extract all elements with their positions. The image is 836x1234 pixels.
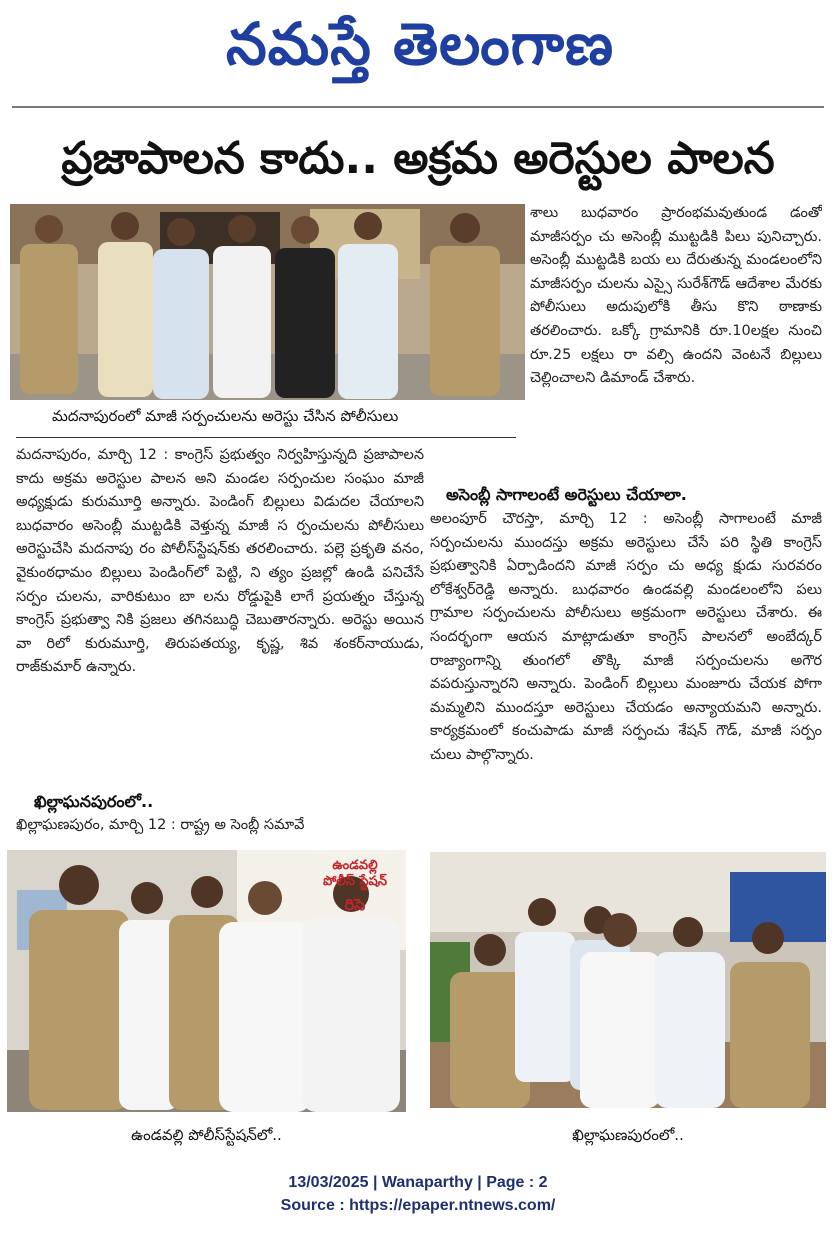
left-column-paragraph-1: మదనాపురం, మార్చి 12 : కాంగ్రెస్ ప్రభుత్వం నిర్వహిస్తున్నది ప్రజాపాలన కాదు అక్రమ అరెస్టుల పాలన అని మండల సర్పంచుల సంఘం మాజీ అధ్యక్షుడు కురుమూర్తి అన్నారు. పెండింగ్ బిల్లులు విడుదల చేయాలని బుధవారం అసెంబ్లీ ముట్టడికి వెళ్తున్న మాజీ స ర్పంచులను పోలీసులు అరెస్టుచేసి మదనాపు రం పోలీస్‌స్టేషన్‌కు తరలించారు. పల్లె ప్రకృతి వనం, వైకుంఠధామం బిల్లులు పెండింగ్‌లో పెట్టి, ని త్యం ప్రజల్లో ఉండి పనిచేసే సర్పం చులను, వారికుటుం బా లను రోడ్డుపైకి లాగే ప్రయత్నం చేస్తున్న కాంగ్రెస్ ప్రభుత్వా నికి ప్రజలు తగినబుద్ధి చెబుతారన్నారు. అరెస్టు అయిన వా రిలో కురుమూర్తి, తిరుపతయ్య, కృష్ణ, శివ శంకర్‌నాయుడు, రాజ్‌కుమార్ ఉన్నారు. [16, 447, 424, 676]
photo-bottom-left-caption: ఉండవల్లి పోలీస్‌స్టేషన్‌లో.. [131, 1126, 282, 1144]
right-column-paragraph-2: అలంపూర్ చౌరస్తా, మార్చి 12 : అసెంబ్లీ సాగాలంటే మాజీ సర్పంచులను ముందస్తు అక్రమ అరెస్టులు చేసే పరి స్థితి కాంగ్రెస్ ప్రభుత్వానికి ఏర్పాడిందని మాజీ సర్పం చు అధ్య క్షుడు సురవరం లోకేశ్వర్‌రెడ్డి అన్నారు. బుధవారం ఉండవల్లి మండలంలోని పలు గ్రామాల సర్పంచులను పోలీసులు అక్రమంగా అరెస్టులు చేశారు. ఈ సందర్భంగా ఆయన మాట్లాడుతూ కాంగ్రెస్ పాలనలో అంబేద్కర్ రాజ్యాంగాన్ని తుంగలో తొక్కి మాజీ సర్పంచులను అగౌర వపరుస్తున్నారని అన్నారు. పెండింగ్ బిల్లులు మంజూరు చేయక పోగా మమ్మలిని ముందస్తూ అరెస్టులు చేయడం అన్యాయమని అన్నారు. కార్యక్రమంలో కంచుపాడు మాజీ సర్పంచు శేషన్ గౌడ్, మాజీ సర్పం చులు పాల్గొన్నారు. [430, 511, 822, 763]
sign-line-2: పోలీస్ స్టేషన్ [323, 874, 387, 889]
left-column-subhead: ఖిల్లాఘనపురంలో.. [34, 792, 154, 811]
left-column-paragraph-2: ఖిల్లాఘణపురం, మార్చి 12 : రాష్ట్ర అ సెంబ్లీ సమావే [16, 817, 305, 833]
masthead-divider [12, 106, 824, 108]
caption-divider [16, 437, 516, 438]
photo-khillaghanapuram-protest [430, 852, 826, 1108]
article-headline: ప్రజాపాలన కాదు.. అక్రమ అరెస్టుల పాలన [61, 133, 775, 184]
photo-madanapuram-arrest [10, 204, 525, 400]
newspaper-logo: నమస్తే తెలంగాణ [226, 10, 614, 78]
photo-bottom-right-caption: ఖిల్లాఘణపురంలో.. [572, 1126, 684, 1144]
police-station-sign [307, 858, 403, 916]
masthead [0, 0, 836, 100]
right-column-subhead: అసెంబ్లీ సాగాలంటే అరెస్టులు చేయాలా. [446, 485, 687, 504]
photo-undavalli-police-station [7, 850, 406, 1112]
right-column-paragraph-1: శాలు బుధవారం ప్రారంభమవుతుండ డంతో మాజీసర్పం చు అసెంబ్లీ ముట్టడికి పిలు పునిచ్చారు. అసెంబ్లీ ముట్టడికి బయ లు దేరుతున్న మండలంలోని మాజీసర్పం చులను ఎస్సై సురేశ్‌గౌడ్ ఆదేశాల మేరకు పోలీసులు అదుపులోకి తీసు కొని ఠాణాకు తరలించారు. ఒక్కో గ్రామానికి రూ.10లక్షల నుంచి రూ.25 లక్షలు రా వల్సి ఉందని వెంటనే బిల్లులు చెల్లించాలని డిమాండ్ చేశారు. [530, 205, 822, 387]
photo-top-caption: మదనాపురంలో మాజీ సర్పంచులను అరెస్టు చేసిన పోలీసులు [52, 407, 399, 425]
footer-source: Source : https://epaper.ntnews.com/ [280, 1197, 556, 1214]
footer-date-edition: 13/03/2025 | Wanaparthy | Page : 2 [288, 1174, 548, 1191]
sign-line-3: రిసె [344, 895, 366, 914]
sign-line-1: ఉండవల్లి [332, 858, 378, 873]
